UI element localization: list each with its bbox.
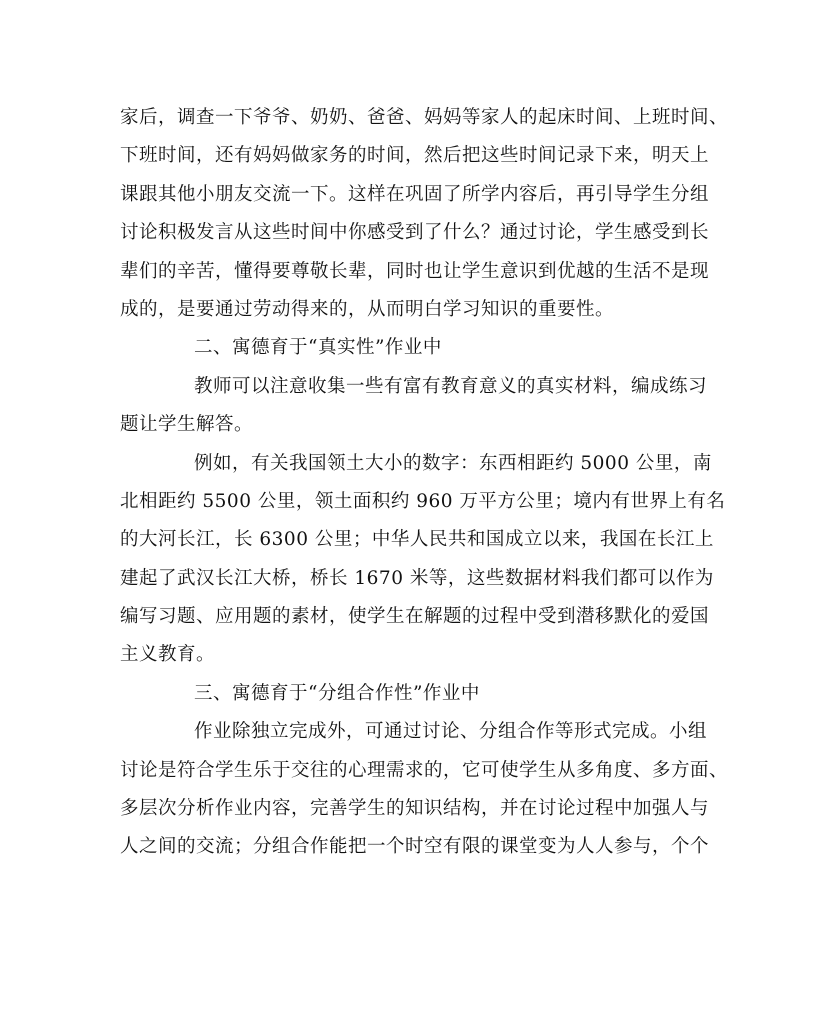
text-line: 辈们的辛苦，懂得要尊敬长辈，同时也让学生意识到优越的生活不是现 — [120, 260, 710, 282]
paragraph-3 — [120, 445, 726, 675]
text-line: 讨论是符合学生乐于交往的心理需求的，它可使学生从多角度、多方面、 — [120, 759, 729, 781]
section-heading-2: 二、寓德育于“真实性”作业中 — [194, 337, 442, 359]
paragraph-2 — [120, 368, 708, 445]
text-line: 主义教育。 — [120, 644, 216, 666]
section-heading-3: 三、寓德育于“分组合作性”作业中 — [194, 682, 480, 704]
text-line: 家后，调查一下爷爷、奶奶、爸爸、妈妈等家人的起床时间、上班时间、 — [120, 107, 729, 128]
text-line: 下班时间，还有妈妈做家务的时间，然后把这些时间记录下来，明天上 — [120, 145, 710, 167]
text-line: 多层次分析作业内容，完善学生的知识结构，并在讨论过程中加强人与 — [120, 798, 710, 820]
text-line: 作业除独立完成外，可通过讨论、分组合作等形式完成。小组 — [194, 721, 708, 743]
text-line: 北相距约 5500 公里，领土面积约 960 万平方公里；境内有世界上有名 — [120, 490, 726, 512]
text-line: 教师可以注意收集一些有富有教育意义的真实材料，编成练习 — [194, 375, 708, 397]
text-line: 成的，是要通过劳动得来的，从而明白学习知识的重要性。 — [120, 298, 615, 320]
text-line: 人之间的交流；分组合作能把一个时空有限的课堂变为人人参与，个个 — [120, 836, 710, 858]
text-line: 建起了武汉长江大桥，桥长 1670 米等，这些数据材料我们都可以作为 — [120, 567, 714, 589]
text-line: 的大河长江，长 6300 公里；中华人民共和国成立以来，我国在长江上 — [120, 529, 714, 551]
text-line: 例如，有关我国领土大小的数字：东西相距约 5000 公里，南 — [194, 452, 712, 474]
text-line: 编写习题、应用题的素材，使学生在解题的过程中受到潜移默化的爱国 — [120, 606, 710, 628]
text-line: 题让学生解答。 — [120, 414, 254, 436]
document-page — [120, 99, 729, 867]
paragraph-4 — [120, 713, 729, 867]
text-line: 讨论积极发言从这些时间中你感受到了什么？通过讨论，学生感受到长 — [120, 222, 710, 244]
paragraph-1 — [120, 99, 729, 329]
text-line: 课跟其他小朋友交流一下。这样在巩固了所学内容后，再引导学生分组 — [120, 183, 710, 205]
